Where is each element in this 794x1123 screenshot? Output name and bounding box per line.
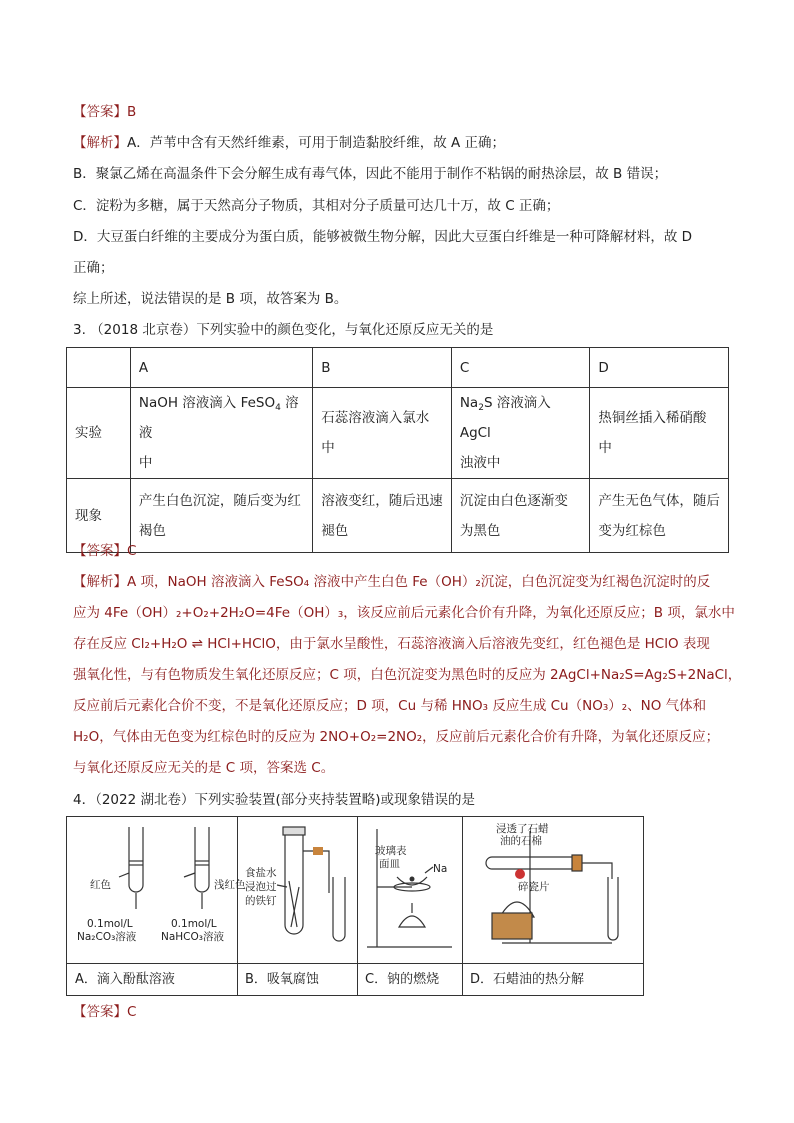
table-cell: $Na_2S$ 溶液滴入 AgCl 浊液中 (451, 388, 590, 479)
analysis-line-a: A．芦苇中含有天然纤维素，可用于制造黏胶纤维，故 A 正确； (127, 135, 506, 151)
label-dish: 面皿 (379, 858, 400, 870)
analysis-line-d1: D．大豆蛋白纤维的主要成分为蛋白质，能够被微生物分解，因此大豆蛋白纤维是一种可降解材料，故 D (73, 229, 693, 245)
label-soaked-asbestos-2: 油的石棉 (500, 835, 542, 847)
caption-c: C．钠的燃烧 (357, 963, 462, 995)
analysis-label: 【解析】 (73, 135, 127, 151)
label-conc-left: 0.1mol/L (87, 918, 133, 930)
experiment-table (66, 347, 729, 553)
row-label-experiment: 实验 (67, 388, 131, 479)
caption-a: A．滴入酚酞溶液 (67, 963, 237, 995)
analysis-line-c: C．淀粉为多糖，属于天然高分子物质，其相对分子质量可达几十万，故 C 正确； (73, 198, 560, 214)
label-saltwater: 食盐水 (245, 867, 277, 879)
q3-analysis-line: 应为 4Fe（OH）₂+O₂+2H₂O=4Fe（OH）₃，该反应前后元素化合价有升降，为氧化还原反应；B 项，氯水中 (73, 605, 735, 621)
analysis-line-d2: 正确； (73, 260, 114, 276)
q3-analysis-line: 与氧化还原反应无关的是 C 项，答案选 C。 (73, 760, 335, 776)
q3-analysis-line: 存在反应 Cl₂+H₂O ⇌ HCl+HClO，由于氯水呈酸性，石蕊溶液滴入后溶液先变红，红色褪色是 HClO 表现 (73, 636, 710, 652)
q3-stem: 3. （2018 北京卷）下列实验中的颜色变化，与氧化还原反应无关的是 (73, 322, 494, 338)
q3-analysis-line: 反应前后元素化合价不变，不是氧化还原反应；D 项，Cu 与稀 HNO₃ 反应生成 Cu（NO₃）₂、NO 气体和 (73, 698, 707, 714)
figure-cell-d (462, 817, 643, 995)
caption-b: B．吸氧腐蚀 (237, 963, 357, 995)
table-header-c: C (451, 348, 590, 388)
apparatus-figure (66, 816, 644, 996)
label-porcelain: 碎瓷片 (518, 881, 550, 893)
q4-answer: 【答案】C (73, 1004, 137, 1020)
q2-analysis-a (73, 133, 505, 153)
q4-stem: 4．（2022 湖北卷）下列实验装置(部分夹持装置略)或现象错误的是 (73, 792, 476, 808)
row-label-phenomenon: 现象 (67, 479, 131, 553)
figure-cell-c (357, 817, 463, 995)
table-cell: 产生白色沉淀，随后变为红 褐色 (130, 479, 312, 553)
q3-analysis-line: 强氧化性，与有色物质发生氧化还原反应；C 项，白色沉淀变为黑色时的反应为 2AgCl+Na₂S=Ag₂S+2NaCl， (73, 667, 742, 683)
table-cell: NaOH 溶液滴入 FeSO$_4$ 溶液 中 (130, 388, 312, 479)
label-red: 红色 (90, 879, 111, 891)
figure-cell-a (67, 817, 246, 995)
q3-analysis-line: H₂O，气体由无色变为红棕色时的反应为 2NO+O₂=2NO₂，反应前后元素化合价有升降，为氧化还原反应； (73, 729, 720, 745)
paraffin-cracking-illustration (462, 817, 643, 963)
table-cell: 产生无色气体，随后 变为红棕色 (590, 479, 729, 553)
sodium-combustion-illustration (357, 817, 462, 963)
table-header-d: D (590, 348, 729, 388)
q2-answer (73, 102, 136, 122)
table-header-empty (67, 348, 131, 388)
label-light-red: 浅红色 (214, 879, 246, 891)
label-sol-right: NaHCO₃溶液 (161, 931, 224, 943)
q3-answer: 【答案】C (73, 543, 137, 559)
analysis-line-b: B．聚氯乙烯在高温条件下会分解生成有毒气体，因此不能用于制作不粘锅的耐热涂层，故 B 错误； (73, 166, 668, 182)
label-watch-glass: 玻璃表 (375, 845, 407, 857)
table-cell: 石蕊溶液滴入氯水 中 (313, 388, 452, 479)
label-nail: 的铁钉 (245, 895, 277, 907)
q3-analysis-line: 【解析】A 项，NaOH 溶液滴入 FeSO₄ 溶液中产生白色 Fe（OH）₂沉淀，白色沉淀变为红褐色沉淀时的反 (73, 574, 711, 590)
figure-cell-b (237, 817, 358, 995)
table-header-a: A (130, 348, 312, 388)
table-cell: 溶液变红，随后迅速 褪色 (313, 479, 452, 553)
analysis-summary: 综上所述，说法错误的是 B 项，故答案为 B。 (73, 291, 348, 307)
label-sol-left: Na₂CO₃溶液 (77, 931, 137, 943)
label-na: Na (433, 863, 448, 875)
table-cell: 沉淀由白色逐渐变 为黑色 (451, 479, 590, 553)
label-conc-right: 0.1mol/L (171, 918, 217, 930)
answer-value: B (127, 104, 137, 120)
label-soaked: 浸泡过 (245, 881, 277, 893)
table-header-b: B (313, 348, 452, 388)
caption-d: D．石蜡油的热分解 (462, 963, 643, 995)
label-soaked-asbestos-1: 浸透了石蜡 (496, 823, 549, 835)
table-cell: 热铜丝插入稀硝酸 中 (590, 388, 729, 479)
answer-label: 【答案】 (73, 104, 127, 120)
